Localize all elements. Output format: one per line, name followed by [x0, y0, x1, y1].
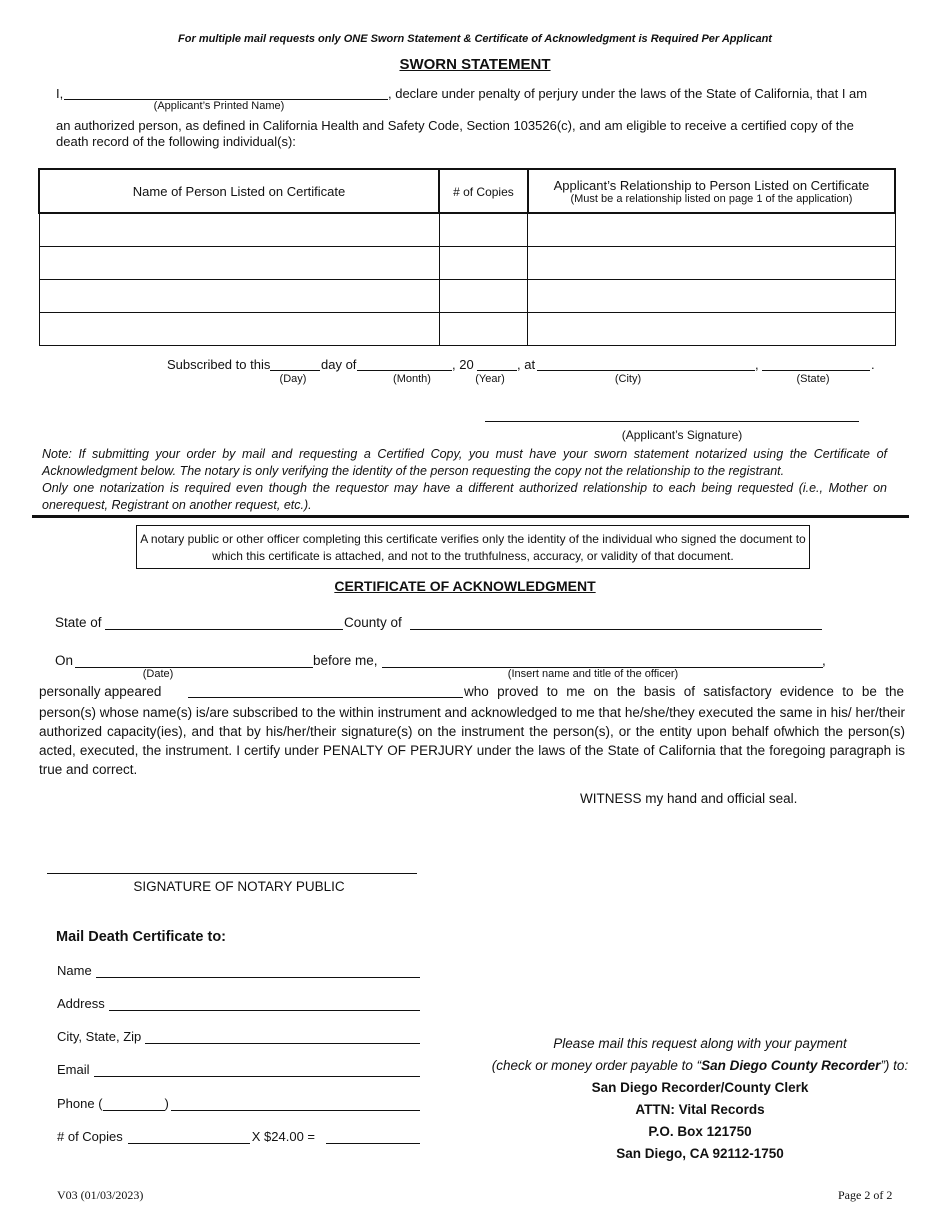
- applicant-signature-line[interactable]: [485, 421, 859, 422]
- mailto-attn: ATTN: Vital Records: [635, 1102, 765, 1117]
- copies-cell[interactable]: [439, 247, 528, 280]
- witness-text: WITNESS my hand and official seal.: [580, 791, 798, 806]
- mail-total-field[interactable]: [326, 1129, 420, 1144]
- mail-name-label: Name: [57, 963, 92, 978]
- year-line[interactable]: [477, 370, 517, 371]
- city-comma: ,: [755, 357, 759, 372]
- relationship-cell[interactable]: [528, 213, 895, 247]
- declaration-line-3: death record of the following individual(s):: [56, 134, 296, 149]
- mail-fee-label: X $24.00 =: [251, 1129, 316, 1144]
- version-label: V03 (01/03/2023): [57, 1188, 144, 1202]
- top-note: For multiple mail requests only ONE Sworn Statement & Certificate of Acknowledgment is Required Per Applicant: [178, 33, 772, 45]
- name-cell[interactable]: [39, 213, 439, 247]
- mailto-line-2: (check or money order payable to “San Diego County Recorder”) to:: [491, 1058, 909, 1073]
- subscribed-label: Subscribed to this: [167, 357, 271, 372]
- mail-phone-area-field[interactable]: [103, 1096, 165, 1111]
- day-of-label: day of: [321, 357, 357, 372]
- mailto-line-1: Please mail this request along with your payment: [553, 1036, 847, 1051]
- county-of-label: County of: [344, 615, 402, 630]
- copies-cell[interactable]: [439, 280, 528, 313]
- state-of-label: State of: [55, 615, 102, 630]
- personally-appeared-label: personally appeared: [39, 684, 162, 699]
- mail-phone-close: ): [164, 1096, 169, 1111]
- section-divider: [32, 515, 909, 518]
- declaration-line-2: an authorized person, as defined in California Health and Safety Code, Section 103526(c), and am eligible to receive a certified copy of the: [56, 118, 854, 133]
- mail-copies-label: # of Copies: [57, 1129, 123, 1144]
- relationship-cell[interactable]: [528, 313, 895, 346]
- at-label: , at: [517, 357, 536, 372]
- state-caption: (State): [796, 373, 830, 385]
- mailto-block: [470, 1033, 930, 1165]
- mail-email-label: Email: [57, 1062, 90, 1077]
- year-prefix: , 20: [452, 357, 474, 372]
- table-row: [39, 280, 895, 313]
- month-caption: (Month): [393, 373, 431, 385]
- mail-address-field[interactable]: [109, 996, 420, 1011]
- notary-signature-label: SIGNATURE OF NOTARY PUBLIC: [133, 879, 345, 894]
- mail-phone-row: [57, 1096, 420, 1111]
- name-cell[interactable]: [39, 313, 439, 346]
- applicant-signature-caption: (Applicant’s Signature): [621, 428, 743, 442]
- state-of-line[interactable]: [105, 629, 343, 630]
- page-number: Page 2 of 2: [838, 1188, 893, 1202]
- mail-copies-field[interactable]: [128, 1129, 250, 1144]
- officer-caption: (Insert name and title of the officer): [507, 668, 679, 680]
- mail-phone-label: Phone (: [57, 1096, 103, 1111]
- mailto-po-box: P.O. Box 121750: [648, 1124, 752, 1139]
- date-caption: (Date): [142, 668, 174, 680]
- declaration-text: , declare under penalty of perjury under the laws of the State of California, that I am: [388, 86, 868, 101]
- certificate-title: CERTIFICATE OF ACKNOWLEDGMENT: [334, 578, 596, 594]
- mailto-org: San Diego Recorder/County Clerk: [591, 1080, 809, 1095]
- city-line[interactable]: [537, 370, 755, 371]
- mail-name-row: [57, 963, 420, 978]
- applicant-name-caption: (Applicant’s Printed Name): [153, 100, 285, 112]
- state-line[interactable]: [762, 370, 870, 371]
- decedent-table: [38, 168, 896, 346]
- on-label: On: [55, 653, 74, 668]
- year-caption: (Year): [475, 373, 505, 385]
- personally-appeared-tail: who proved to me on the basis of satisfactory evidence to be the: [464, 684, 904, 699]
- relationship-cell[interactable]: [528, 280, 895, 313]
- mail-phone-field[interactable]: [171, 1096, 420, 1111]
- col-relationship-header: Applicant’s Relationship to Person Listed on Certificate (Must be a relationship listed on page 1 of the application): [528, 169, 895, 213]
- day-caption: (Day): [279, 373, 307, 385]
- mail-copies-row: [57, 1129, 420, 1144]
- city-caption: (City): [614, 373, 642, 385]
- copies-cell[interactable]: [439, 213, 528, 247]
- personally-appeared-line[interactable]: [188, 697, 463, 698]
- mail-city-label: City, State, Zip: [57, 1029, 142, 1044]
- mail-city-field[interactable]: [145, 1029, 420, 1044]
- sworn-statement-title: SWORN STATEMENT: [399, 56, 551, 73]
- county-of-line[interactable]: [410, 629, 822, 630]
- mail-email-row: [57, 1062, 420, 1077]
- table-header-row: [39, 169, 895, 213]
- note-paragraph-2: Only one notarization is required even though the requestor may have a different authorized relationship to each being requested (i.e., Mother on onerequest, Registrant on another request, etc.).: [42, 481, 887, 512]
- mail-city-row: [57, 1029, 420, 1044]
- mail-address-row: [57, 996, 420, 1011]
- certificate-paragraph: person(s) whose name(s) is/are subscribed to the within instrument and acknowledged to me that he/she/they executed the same in his/ her/their authorized capacity(ies), and that by his/her/their signature(s) on the instrument the person(s), or the entity upon behalf ofwhich the person(s) acted, executed, the instrument. I certify under PENALTY OF PERJURY under the laws of the State of California that the foregoing paragraph is true and correct.: [39, 705, 905, 777]
- mailto-city: San Diego, CA 92112-1750: [616, 1146, 784, 1161]
- table-row: [39, 213, 895, 247]
- col-name-header: Name of Person Listed on Certificate: [39, 169, 439, 213]
- mail-name-field[interactable]: [96, 963, 420, 978]
- name-cell[interactable]: [39, 280, 439, 313]
- col-copies-header: # of Copies: [439, 169, 528, 213]
- day-line[interactable]: [270, 370, 320, 371]
- note-paragraph-1: Note: If submitting your order by mail and requesting a Certified Copy, you must have your sworn statement notarized using the Certificate of Acknowledgment below. The notary is only verifying the identity of the person requesting the copy not the relationship to the registrant.: [42, 447, 887, 478]
- state-period: .: [871, 357, 875, 372]
- table-row: [39, 313, 895, 346]
- name-cell[interactable]: [39, 247, 439, 280]
- officer-comma: ,: [822, 653, 826, 668]
- relationship-cell[interactable]: [528, 247, 895, 280]
- notary-signature-line[interactable]: [47, 873, 417, 874]
- mail-email-field[interactable]: [94, 1062, 420, 1077]
- declaration-i: I,: [56, 86, 64, 101]
- mail-title: Mail Death Certificate to:: [56, 929, 226, 945]
- copies-cell[interactable]: [439, 313, 528, 346]
- date-line[interactable]: [75, 667, 313, 668]
- notary-disclaimer-box: A notary public or other officer completing this certificate verifies only the identity of the individual who signed the document to which this certificate is attached, and not to the truthfulness, accuracy, or validity of that document.: [136, 525, 810, 569]
- mail-address-label: Address: [57, 996, 105, 1011]
- before-me-label: before me,: [313, 653, 378, 668]
- month-line[interactable]: [357, 370, 452, 371]
- table-row: [39, 247, 895, 280]
